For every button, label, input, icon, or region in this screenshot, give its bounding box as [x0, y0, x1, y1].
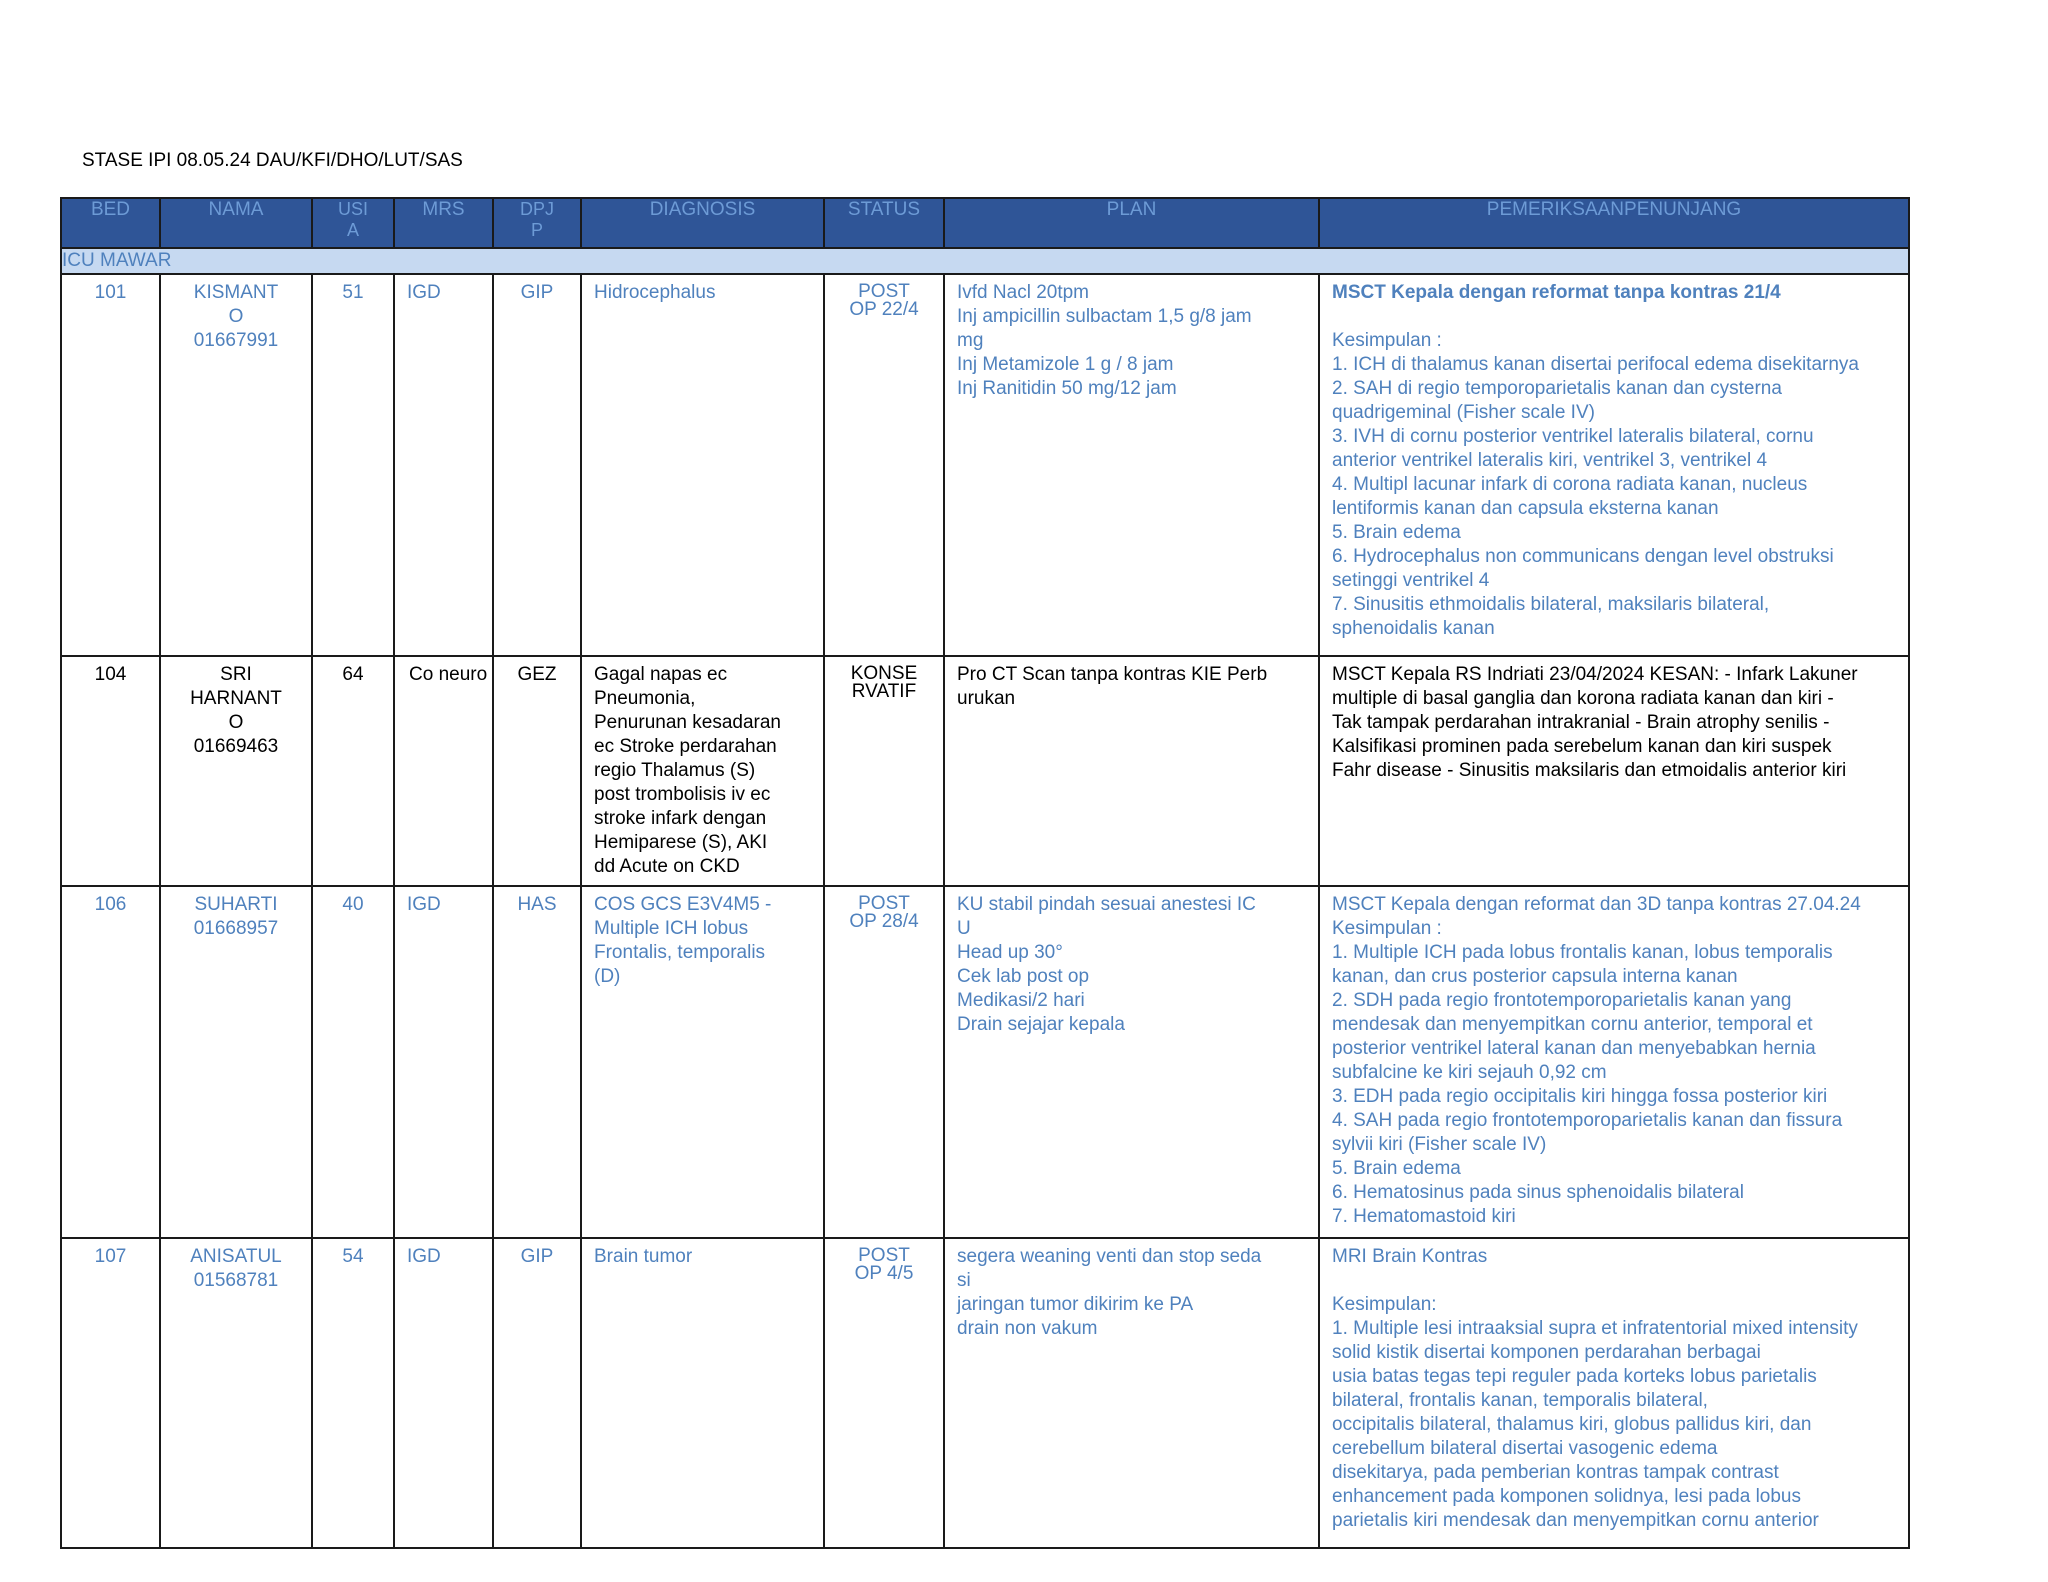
- mrs-value: IGD: [407, 1246, 441, 1267]
- dpjp-value: GIP: [520, 1246, 554, 1267]
- nama-value: ANISATUL 01568781: [190, 1246, 282, 1291]
- table-row: [61, 1238, 1909, 1548]
- document-title: STASE IPI 08.05.24 DAU/KFI/DHO/LUT/SAS: [82, 150, 463, 171]
- header-dpjp: DPJ P: [493, 198, 581, 248]
- cell-status: [824, 656, 944, 886]
- status-value: POST OP 4/5: [854, 1245, 914, 1284]
- cell-penunjang: [1319, 1238, 1909, 1548]
- cell-penunjang: [1319, 886, 1909, 1238]
- status-value: POST OP 22/4: [849, 281, 919, 320]
- cell-status: [824, 1238, 944, 1548]
- cell-penunjang: [1319, 274, 1909, 656]
- dpjp-value: GEZ: [517, 664, 557, 685]
- cell-diagnosis: [581, 1238, 824, 1548]
- cell-mrs: [394, 1238, 493, 1548]
- plan-value: segera weaning venti dan stop seda si jaringan tumor dikirim ke PA drain non vakum: [957, 1246, 1262, 1339]
- header-pemeriksaan-penunjang: PEMERIKSAANPENUNJANG: [1319, 198, 1909, 248]
- penunjang-title: MRI Brain Kontras: [1332, 1246, 1488, 1267]
- table-row: [61, 274, 1909, 656]
- header-plan: PLAN: [944, 198, 1319, 248]
- cell-usia: [312, 1238, 394, 1548]
- header-usia: USI A: [312, 198, 394, 248]
- penunjang-body: MSCT Kepala dengan reformat dan 3D tanpa kontras 27.04.24 Kesimpulan : 1. Multiple ICH pada lobus frontalis kanan, lobus temporalis kanan, dan crus posterior capsula interna kanan 2. SDH pada regio frontotemporoparietalis kanan yang mendesak dan menyempitkan cornu anterior, temporal et posterior ventrikel lateral kanan dan menyebabkan hernia subfalcine ke kiri sejauh 0,92 cm 3. EDH pada regio occipitalis kiri hingga fossa posterior kiri 4. SAH pada regio frontotemporoparietalis kanan dan fissura sylvii kiri (Fisher scale IV) 5. Brain edema 6. Hematosinus pada sinus sphenoidalis bilateral 7. Hematomastoid kiri: [1332, 894, 1861, 1227]
- cell-bed: [61, 1238, 160, 1548]
- usia-value: 40: [342, 894, 364, 915]
- cell-usia: [312, 886, 394, 1238]
- cell-plan: [944, 656, 1319, 886]
- cell-nama: [160, 886, 312, 1238]
- cell-status: [824, 274, 944, 656]
- nama-value: SRI HARNANT O 01669463: [190, 664, 282, 757]
- section-row: [61, 248, 1909, 274]
- diagnosis-value: COS GCS E3V4M5 - Multiple ICH lobus Frontalis, temporalis (D): [594, 894, 772, 987]
- cell-diagnosis: [581, 274, 824, 656]
- mrs-value: Co neuro: [409, 664, 488, 685]
- diagnosis-value: Hidrocephalus: [594, 282, 716, 303]
- nama-value: KISMANT O 01667991: [193, 282, 279, 351]
- plan-value: Pro CT Scan tanpa kontras KIE Perb urukan: [957, 664, 1268, 709]
- diagnosis-value: Brain tumor: [594, 1246, 693, 1267]
- bed-value: 101: [94, 282, 127, 303]
- cell-dpjp: [493, 886, 581, 1238]
- bed-value: 106: [94, 894, 127, 915]
- nama-value: SUHARTI 01668957: [193, 894, 279, 939]
- table-header-row: [61, 198, 1909, 248]
- plan-value: Ivfd Nacl 20tpm Inj ampicillin sulbactam 1,5 g/8 jam mg Inj Metamizole 1 g / 8 jam Inj Ranitidin 50 mg/12 jam: [957, 282, 1252, 399]
- cell-plan: [944, 886, 1319, 1238]
- cell-dpjp: [493, 1238, 581, 1548]
- cell-plan: [944, 1238, 1319, 1548]
- plan-value: KU stabil pindah sesuai anestesi IC U Head up 30° Cek lab post op Medikasi/2 hari Drain sejajar kepala: [957, 894, 1256, 1035]
- status-value: POST OP 28/4: [849, 893, 919, 932]
- penunjang-title: MSCT Kepala dengan reformat tanpa kontras 21/4: [1332, 282, 1781, 303]
- penunjang-body: Kesimpulan : 1. ICH di thalamus kanan disertai perifocal edema disekitarnya 2. SAH di regio temporoparietalis kanan dan cysterna quadrigeminal (Fisher scale IV) 3. IVH di cornu posterior ventrikel lateralis bilateral, cornu anterior ventrikel lateralis kiri, ventrikel 3, ventrikel 4 4. Multipl lacunar infark di corona radiata kanan, nucleus lentiformis kanan dan capsula eksterna kanan 5. Brain edema 6. Hydrocephalus non communicans dengan level obstruksi setinggi ventrikel 4 7. Sinusitis ethmoidalis bilateral, maksilaris bilateral, sphenoidalis kanan: [1332, 330, 1859, 639]
- table-row: [61, 656, 1909, 886]
- cell-mrs: [394, 274, 493, 656]
- header-status: STATUS: [824, 198, 944, 248]
- penunjang-body: MSCT Kepala RS Indriati 23/04/2024 KESAN: - Infark Lakuner multiple di basal ganglia dan korona radiata kanan dan kiri - Tak tampak perdarahan intrakranial - Brain atrophy senilis - Kalsifikasi prominen pada serebelum kanan dan kiri suspek Fahr disease - Sinusitis maksilaris dan etmoidalis anterior kiri: [1332, 664, 1858, 781]
- dpjp-value: HAS: [517, 894, 557, 915]
- cell-diagnosis: [581, 886, 824, 1238]
- cell-usia: [312, 656, 394, 886]
- cell-bed: [61, 274, 160, 656]
- penunjang-body: Kesimpulan: 1. Multiple lesi intraaksial supra et infratentorial mixed intensity solid kistik disertai komponen perdarahan berbagai usia batas tegas tepi reguler pada korteks lobus parietalis bilateral, frontalis kanan, temporalis bilateral, occipitalis bilateral, thalamus kiri, globus pallidus kiri, dan cerebellum bilateral disertai vasogenic edema disekitarya, pada pemberian kontras tampak contrast enhancement pada komponen solidnya, lesi pada lobus parietalis kiri mendesak dan menyempitkan cornu anterior: [1332, 1294, 1858, 1531]
- cell-bed: [61, 656, 160, 886]
- cell-nama: [160, 1238, 312, 1548]
- usia-value: 51: [342, 282, 364, 303]
- bed-value: 107: [94, 1246, 127, 1267]
- header-diagnosis: DIAGNOSIS: [581, 198, 824, 248]
- header-mrs: MRS: [394, 198, 493, 248]
- section-label: ICU MAWAR: [61, 248, 1909, 274]
- header-bed: BED: [61, 198, 160, 248]
- table-row: [61, 886, 1909, 1238]
- cell-mrs: [394, 886, 493, 1238]
- usia-value: 64: [342, 664, 364, 685]
- cell-dpjp: [493, 656, 581, 886]
- cell-penunjang: [1319, 656, 1909, 886]
- cell-dpjp: [493, 274, 581, 656]
- mrs-value: IGD: [407, 282, 441, 303]
- cell-diagnosis: [581, 656, 824, 886]
- diagnosis-value: Gagal napas ec Pneumonia, Penurunan kesadaran ec Stroke perdarahan regio Thalamus (S) post trombolisis iv ec stroke infark dengan Hemiparese (S), AKI dd Acute on CKD: [594, 664, 781, 877]
- cell-nama: [160, 656, 312, 886]
- cell-bed: [61, 886, 160, 1238]
- dpjp-value: GIP: [520, 282, 554, 303]
- usia-value: 54: [342, 1246, 364, 1267]
- status-value: KONSE RVATIF: [850, 663, 918, 702]
- bed-value: 104: [94, 664, 127, 685]
- patient-table: [60, 197, 1910, 1549]
- header-nama: NAMA: [160, 198, 312, 248]
- cell-usia: [312, 274, 394, 656]
- mrs-value: IGD: [407, 894, 441, 915]
- cell-status: [824, 886, 944, 1238]
- cell-plan: [944, 274, 1319, 656]
- cell-nama: [160, 274, 312, 656]
- cell-mrs: [394, 656, 493, 886]
